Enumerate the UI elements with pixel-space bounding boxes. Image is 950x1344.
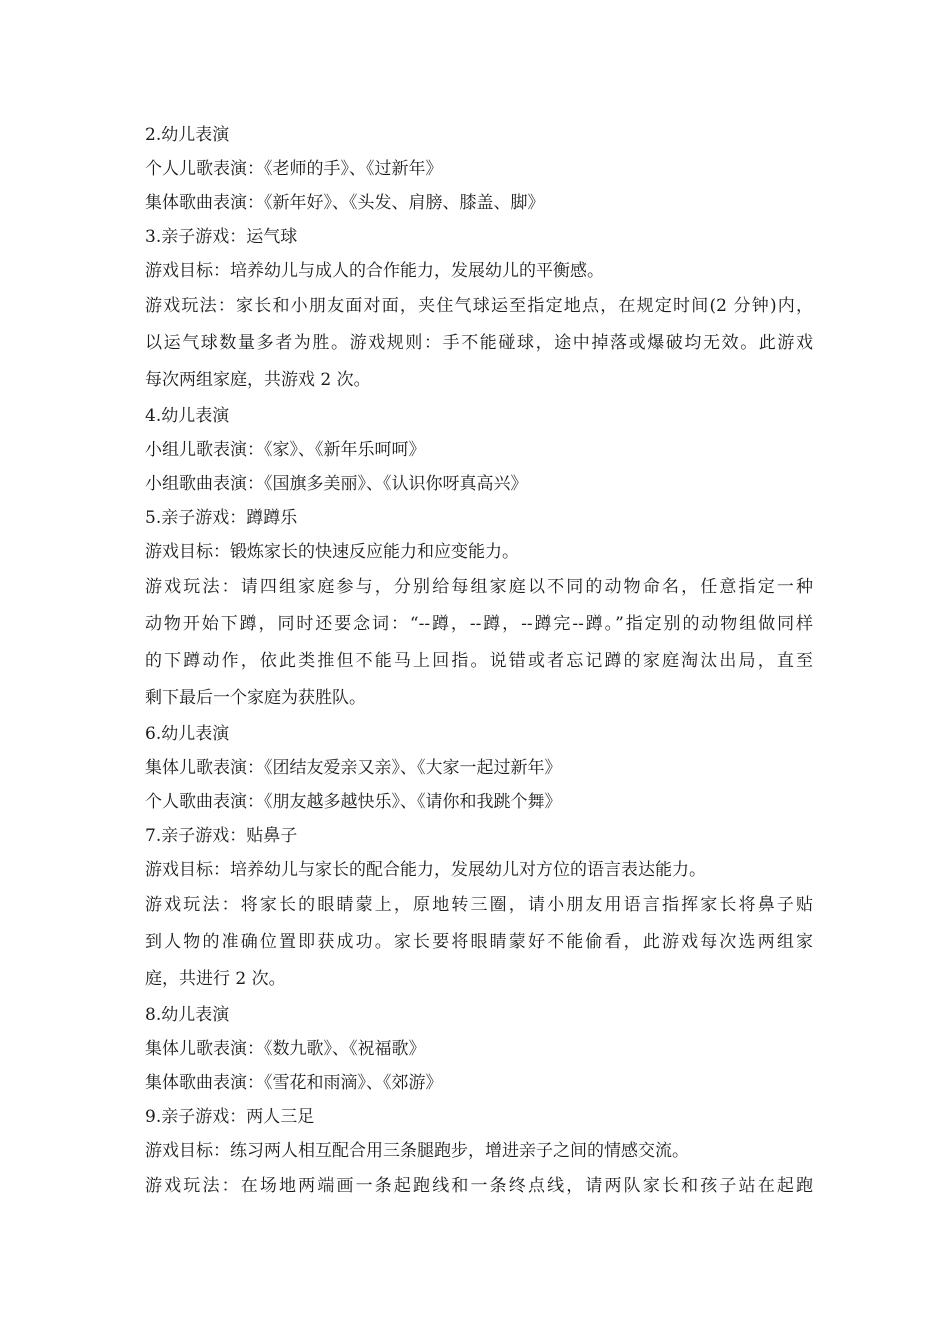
- section-2-item-2: 集体歌曲表演：《新年好》、《头发、肩膀、膝盖、脚》: [145, 193, 545, 213]
- section-5-rules-line: 的下蹲动作，依此类推但不能马上回指。说错或者忘记蹲的家庭淘汰出局，直至: [145, 651, 813, 671]
- section-7-title: 7.亲子游戏：贴鼻子: [145, 826, 298, 846]
- section-8-title: 8.幼儿表演: [145, 1005, 230, 1025]
- section-4-title: 4.幼儿表演: [145, 406, 230, 426]
- section-8-item-1: 集体儿歌表演：《数九歌》、《祝福歌》: [145, 1039, 426, 1059]
- section-3-rules-line: 每次两组家庭，共游戏 2 次。: [145, 370, 371, 390]
- section-7-rules-line: 庭，共进行 2 次。: [145, 969, 286, 989]
- section-6-title: 6.幼儿表演: [145, 724, 230, 744]
- section-3-rules: [145, 288, 813, 399]
- section-9-rules: [145, 1168, 813, 1205]
- section-9-goal: 游戏目标：练习两人相互配合用三条腿跑步，增进亲子之间的情感交流。: [145, 1141, 689, 1161]
- section-5-rules: [145, 569, 813, 717]
- section-9-rules-line: 游戏玩法：在场地两端画一条起跑线和一条终点线，请两队家长和孩子站在起跑: [145, 1176, 813, 1196]
- section-4-item-1: 小组儿歌表演：《家》、《新年乐呵呵》: [145, 440, 426, 460]
- section-3-rules-line: 以运气球数量多者为胜。游戏规则：手不能碰球，途中掉落或爆破均无效。此游戏: [145, 333, 813, 353]
- section-5-rules-line: 剩下最后一个家庭为获胜队。: [145, 688, 366, 708]
- section-8-item-2: 集体歌曲表演：《雪花和雨滴》、《郊游》: [145, 1073, 443, 1093]
- section-7-rules-line: 到人物的准确位置即获成功。家长要将眼睛蒙好不能偷看，此游戏每次选两组家: [145, 932, 813, 952]
- section-5-title: 5.亲子游戏：蹲蹲乐: [145, 508, 298, 528]
- section-7-rules: [145, 887, 813, 998]
- section-6-item-1: 集体儿歌表演：《团结友爱亲又亲》、《大家一起过新年》: [145, 758, 562, 778]
- section-3-goal: 游戏目标：培养幼儿与成人的合作能力，发展幼儿的平衡感。: [145, 261, 604, 281]
- section-7-goal: 游戏目标：培养幼儿与家长的配合能力，发展幼儿对方位的语言表达能力。: [145, 860, 706, 880]
- section-9-title: 9.亲子游戏：两人三足: [145, 1107, 315, 1127]
- section-5-rules-line: 游戏玩法：请四组家庭参与，分别给每组家庭以不同的动物命名，任意指定一种: [145, 577, 813, 597]
- document-body: [145, 118, 813, 1205]
- section-3-rules-line: 游戏玩法：家长和小朋友面对面，夹住气球运至指定地点，在规定时间(2 分钟)内，: [145, 296, 813, 316]
- section-2-title: 2.幼儿表演: [145, 125, 230, 145]
- section-2-item-1: 个人儿歌表演：《老师的手》、《过新年》: [145, 159, 443, 179]
- section-7-rules-line: 游戏玩法：将家长的眼睛蒙上，原地转三圈，请小朋友用语言指挥家长将鼻子贴: [145, 895, 813, 915]
- section-5-goal: 游戏目标：锻炼家长的快速反应能力和应变能力。: [145, 542, 519, 562]
- section-5-rules-line: 动物开始下蹲，同时还要念词：“--蹲，--蹲，--蹲完--蹲。”指定别的动物组做同样: [145, 614, 813, 634]
- section-6-item-2: 个人歌曲表演：《朋友越多越快乐》、《请你和我跳个舞》: [145, 792, 562, 812]
- section-3-title: 3.亲子游戏：运气球: [145, 227, 298, 247]
- section-4-item-2: 小组歌曲表演：《国旗多美丽》、《认识你呀真高兴》: [145, 474, 528, 494]
